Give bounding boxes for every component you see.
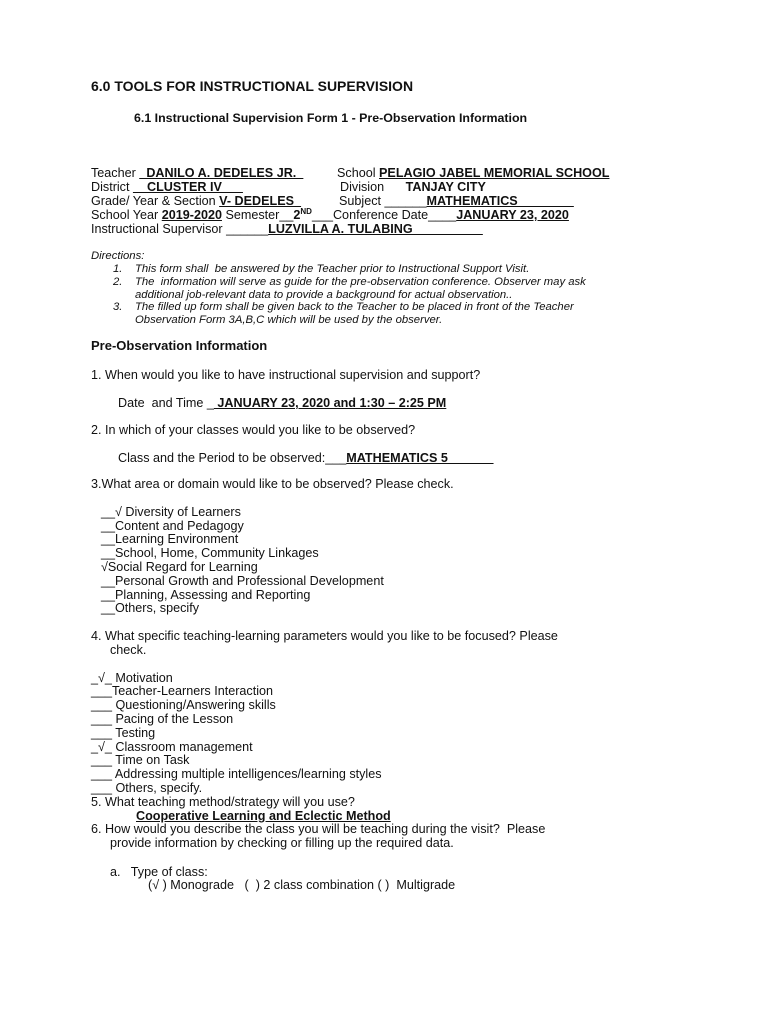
district-label: District bbox=[91, 180, 133, 194]
conference-label: ___Conference Date____ bbox=[311, 208, 457, 222]
teacher-row bbox=[91, 166, 303, 180]
q4-option: _√_ Classroom management bbox=[91, 740, 253, 754]
form-subheading: 6.1 Instructional Supervision Form 1 - Pre-Observation Information bbox=[134, 111, 528, 125]
directions-title: Directions: bbox=[91, 250, 145, 262]
district-row bbox=[91, 180, 243, 194]
q3-option: __Learning Environment bbox=[101, 532, 239, 546]
direction-item-2-text: The information will serve as guide for the pre-observation conference. Observer may ask bbox=[135, 276, 586, 288]
subject-value: MATHEMATICS________ bbox=[426, 194, 574, 208]
direction-item-3-text-cont: Observation Form 3A,B,C which will be used by the observer. bbox=[135, 314, 443, 326]
direction-item-3-text: The filled up form shall be given back to the Teacher to be placed in front of the Teacher bbox=[135, 301, 574, 313]
question-6: 6. How would you describe the class you will be teaching during the visit? Please bbox=[91, 822, 546, 836]
teacher-value: _DANILO A. DEDELES JR._ bbox=[139, 166, 304, 180]
q3-option: __Content and Pedagogy bbox=[101, 519, 244, 533]
direction-item-1-num: 1. bbox=[113, 263, 123, 275]
q3-option: __√ Diversity of Learners bbox=[101, 505, 241, 519]
q1-answer: JANUARY 23, 2020 and 1:30 – 2:25 PM bbox=[213, 396, 447, 410]
subject-label: Subject ______ bbox=[339, 194, 427, 208]
question-2: 2. In which of your classes would you like to be observed? bbox=[91, 423, 416, 437]
q3-option: __School, Home, Community Linkages bbox=[101, 546, 319, 560]
semester-value: 2ND bbox=[293, 207, 312, 222]
school-row bbox=[337, 166, 609, 180]
q3-option: __Others, specify bbox=[101, 601, 199, 615]
question-4: 4. What specific teaching-learning parameters would you like to be focused? Please bbox=[91, 629, 558, 643]
division-row bbox=[340, 180, 486, 194]
q4-option: ___ Testing bbox=[91, 726, 156, 740]
division-label: Division bbox=[340, 180, 388, 194]
supervisor-row bbox=[91, 222, 483, 236]
grade-value: V- DEDELES_ bbox=[219, 194, 302, 208]
direction-item-3-num: 3. bbox=[113, 301, 123, 313]
q1-answer-row bbox=[118, 396, 446, 410]
q4-option: ___ Questioning/Answering skills bbox=[91, 698, 276, 712]
q6-class-type-options: (√ ) Monograde ( ) 2 class combination ( ) Multigrade bbox=[148, 878, 456, 892]
q5-answer: Cooperative Learning and Eclectic Method bbox=[136, 809, 391, 823]
division-value: TANJAY CITY bbox=[405, 180, 486, 194]
direction-item-2-text-cont: additional job-relevant data to provide a background for actual observation.. bbox=[135, 289, 513, 301]
q1-label: Date and Time _ bbox=[118, 396, 214, 410]
q4-option: _√_ Motivation bbox=[91, 671, 173, 685]
conference-date-value: JANUARY 23, 2020 bbox=[456, 208, 569, 222]
supervisor-value: LUZVILLA A. TULABING__________ bbox=[268, 222, 483, 236]
school-label: School bbox=[337, 166, 380, 180]
school-year-value: 2019-2020 bbox=[161, 208, 222, 222]
section-title: Pre-Observation Information bbox=[91, 338, 268, 353]
teacher-label: Teacher bbox=[91, 166, 140, 180]
grade-label: Grade/ Year & Section bbox=[91, 194, 220, 208]
q3-option: __Planning, Assessing and Reporting bbox=[101, 588, 311, 602]
question-3: 3.What area or domain would like to be observed? Please check. bbox=[91, 477, 454, 491]
question-4-cont: check. bbox=[110, 643, 147, 657]
q3-option: √Social Regard for Learning bbox=[101, 560, 258, 574]
q4-option: ___Teacher-Learners Interaction bbox=[91, 684, 274, 698]
school-year-label: School Year bbox=[91, 208, 162, 222]
q4-option: ___ Time on Task bbox=[91, 753, 190, 767]
district-value: __CLUSTER IV___ bbox=[132, 180, 243, 194]
question-1: 1. When would you like to have instructional supervision and support? bbox=[91, 368, 481, 382]
direction-item-2-num: 2. bbox=[113, 276, 123, 288]
q2-answer-row bbox=[118, 451, 493, 465]
semester-label: Semester__ bbox=[221, 208, 294, 222]
subject-row bbox=[339, 194, 574, 208]
q2-answer: MATHEMATICS 5 ______ bbox=[346, 451, 494, 465]
school-year-row bbox=[91, 208, 569, 222]
q4-option: ___ Addressing multiple intelligences/learning styles bbox=[91, 767, 382, 781]
direction-item-1-text: This form shall be answered by the Teacher prior to Instructional Support Visit. bbox=[135, 263, 530, 275]
document-heading: 6.0 TOOLS FOR INSTRUCTIONAL SUPERVISION bbox=[91, 78, 414, 94]
q3-option: __Personal Growth and Professional Development bbox=[101, 574, 384, 588]
q4-option: ___ Pacing of the Lesson bbox=[91, 712, 234, 726]
q2-label: Class and the Period to be observed:___ bbox=[118, 451, 347, 465]
supervisor-label: Instructional Supervisor ______ bbox=[91, 222, 269, 236]
grade-row bbox=[91, 194, 301, 208]
school-value: PELAGIO JABEL MEMORIAL SCHOOL bbox=[379, 166, 610, 180]
question-5: 5. What teaching method/strategy will you use? bbox=[91, 795, 355, 809]
q6-sub-label: a. Type of class: bbox=[110, 865, 208, 879]
q4-option: ___ Others, specify. bbox=[91, 781, 203, 795]
question-6-cont: provide information by checking or filling up the required data. bbox=[110, 836, 454, 850]
